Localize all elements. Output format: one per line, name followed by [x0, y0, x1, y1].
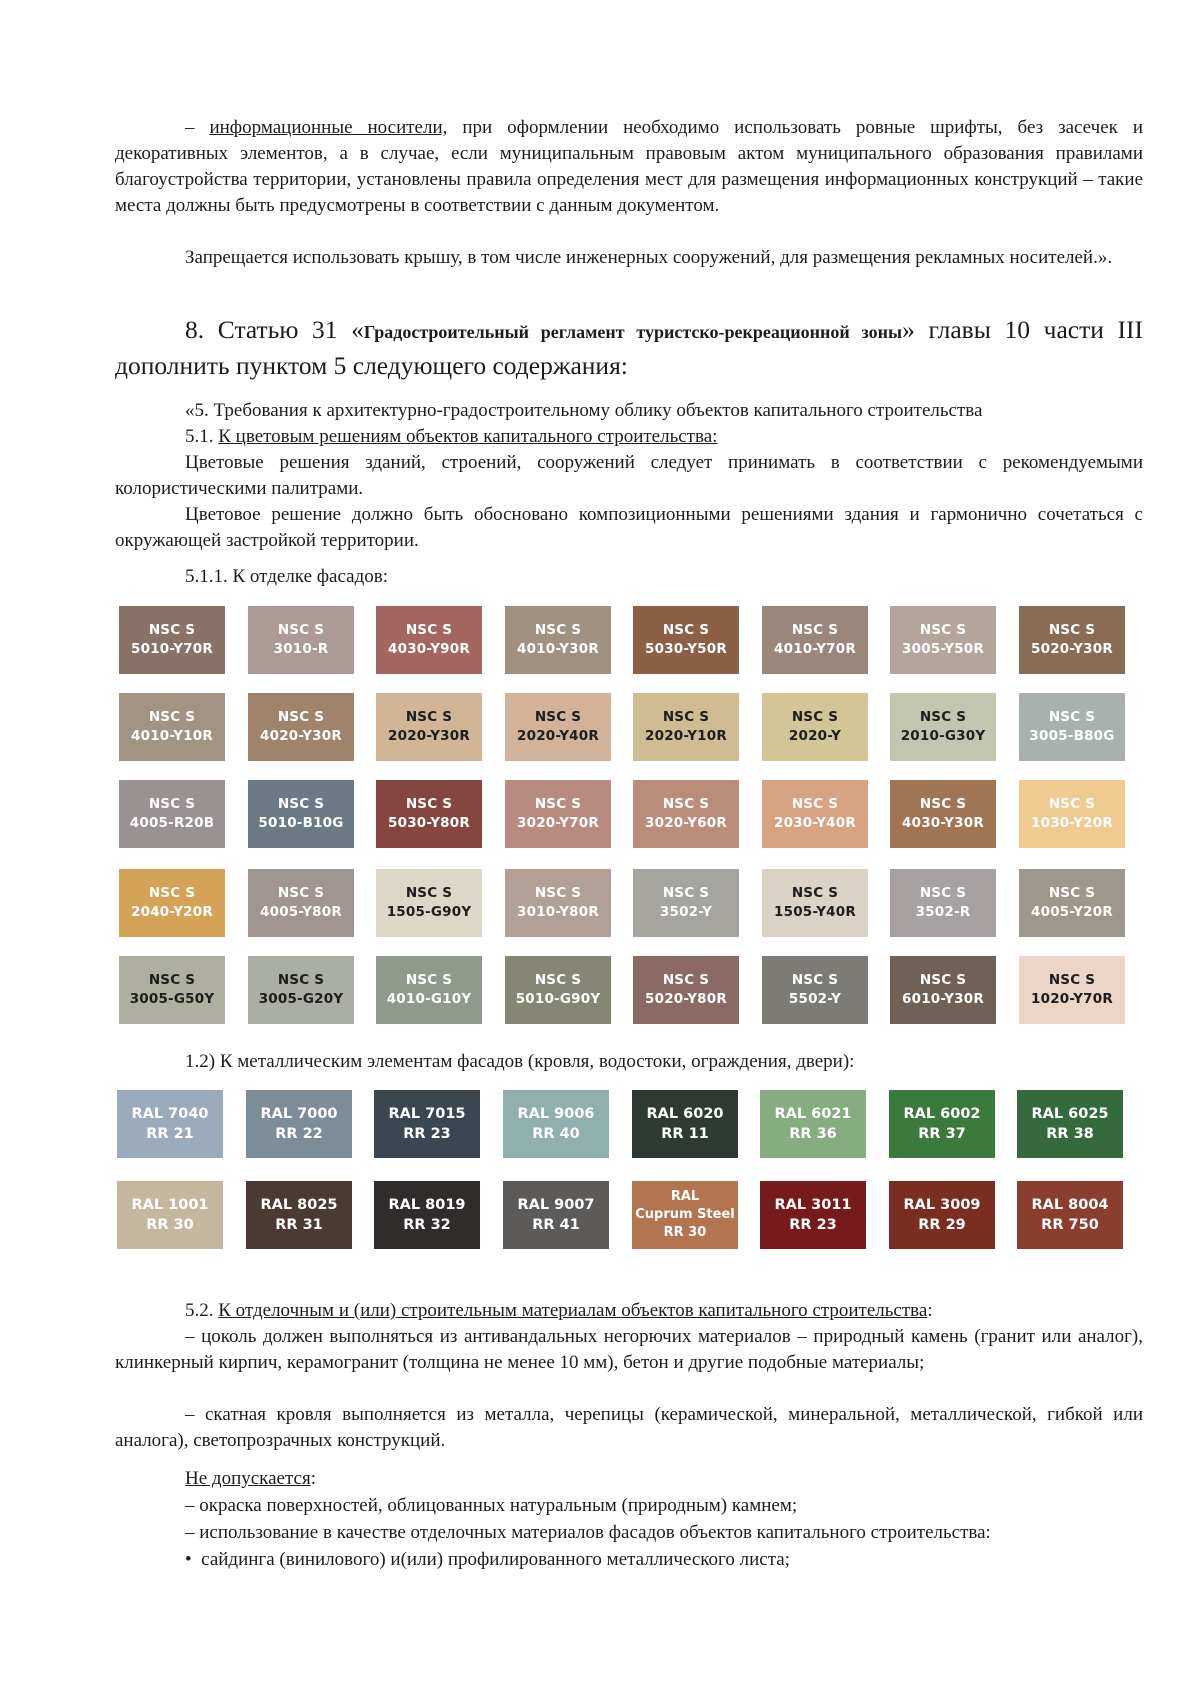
swatch-system-label: NSC S [277, 709, 325, 725]
swatch-rr-label: RR 31 [275, 1217, 323, 1233]
metal-color-swatch [632, 1181, 738, 1249]
facade-color-swatch [248, 956, 354, 1024]
swatch-rr-label: RR 21 [146, 1126, 194, 1142]
swatch-system-label: NSC S [662, 709, 710, 725]
swatch-system-label: NSC S [791, 622, 839, 638]
swatch-system-label: NSC S [662, 885, 710, 901]
metal-color-swatch [246, 1181, 352, 1249]
swatch-system-label: NSC S [1048, 972, 1096, 988]
swatch-system-label: NSC S [1048, 885, 1096, 901]
swatch-rr-label: RR 23 [789, 1217, 837, 1233]
swatch-code-label: 2030-Y40R [774, 815, 856, 831]
roof-paragraph: – скатная кровля выполняется из металла, черепицы (керамической, минеральной, металлической, гибкой или аналога), светопрозрачных конструкций. [115, 1404, 1143, 1451]
not-allowed-item-siding [185, 1547, 790, 1573]
facade-color-swatch [248, 780, 354, 848]
swatch-code-label: 3005-Y50R [902, 641, 984, 657]
swatch-system-label: NSC S [405, 796, 453, 812]
swatch-system-label: NSC S [277, 972, 325, 988]
swatch-ral-label: RAL 6025 [1031, 1106, 1109, 1122]
swatch-system-label: NSC S [405, 622, 453, 638]
facade-color-swatch [890, 606, 996, 674]
swatch-code-label: 4030-Y90R [388, 641, 470, 657]
facade-color-swatch [1019, 780, 1125, 848]
swatch-system-label: NSC S [148, 885, 196, 901]
swatch-system-label: NSC S [148, 796, 196, 812]
swatch-code-label: 4010-G10Y [386, 991, 472, 1007]
section-8-suffix: » главы 10 части III дополнить пунктом 5 следующего содержания: [115, 315, 1143, 380]
facade-color-swatch [890, 780, 996, 848]
swatch-ral-label: RAL 1001 [131, 1197, 209, 1213]
facade-color-swatch [633, 780, 739, 848]
bullet-icon: • [185, 1549, 192, 1570]
facade-color-swatch [376, 780, 482, 848]
swatch-system-label: NSC S [534, 885, 582, 901]
section-5-1-number: 5.1. [185, 426, 219, 447]
swatch-system-label: NSC S [1048, 709, 1096, 725]
swatch-code-label: 3005-G50Y [129, 991, 215, 1007]
swatch-system-label: NSC S [1048, 796, 1096, 812]
swatch-system-label: NSC S [919, 796, 967, 812]
swatch-code-label: 6010-Y30R [902, 991, 984, 1007]
facade-color-swatch [633, 956, 739, 1024]
swatch-system-label: NSC S [534, 709, 582, 725]
facade-color-swatch [505, 869, 611, 937]
swatch-code-label: 2020-Y40R [517, 728, 599, 744]
facade-color-swatch [1019, 606, 1125, 674]
swatch-code-label: 3020-Y70R [517, 815, 599, 831]
swatch-rr-label: RR 36 [789, 1126, 837, 1142]
swatch-code-label: 3502-Y [659, 904, 713, 920]
section-5-2-colon: : [927, 1300, 933, 1321]
swatch-code-label: 4010-Y10R [131, 728, 213, 744]
section-8-prefix: 8. Статью 31 « [185, 315, 364, 344]
facade-color-swatch [1019, 693, 1125, 761]
not-allowed-item-stone: – окраска поверхностей, облицованных натуральным (природным) камнем; [185, 1495, 798, 1516]
section-5-1-title: К цветовым решениям объектов капитального строительства: [218, 426, 718, 447]
facade-color-swatch [248, 606, 354, 674]
section-5-title: «5. Требования к архитектурно-градостроительному облику объектов капитального строительства [185, 400, 983, 421]
not-allowed-item-materials: – использование в качестве отделочных материалов фасадов объектов капитального строительства: [185, 1522, 991, 1543]
metal-color-swatch [503, 1181, 609, 1249]
facade-color-swatch [505, 956, 611, 1024]
section-5-2-number: 5.2. [185, 1300, 219, 1321]
swatch-rr-label: RR 32 [403, 1217, 451, 1233]
swatch-code-label: 4005-Y20R [1031, 904, 1113, 920]
swatch-ral-label: RAL 7015 [388, 1106, 466, 1122]
facade-color-swatch [119, 869, 225, 937]
swatch-system-label: NSC S [662, 972, 710, 988]
swatch-ral-label: RAL [670, 1189, 700, 1204]
facade-color-swatch [376, 693, 482, 761]
swatch-code-label: 3005-G20Y [258, 991, 344, 1007]
swatch-code-label: 2010-G30Y [900, 728, 986, 744]
facade-color-swatch [633, 606, 739, 674]
facade-color-swatch [248, 693, 354, 761]
swatch-rr-label: Cuprum Steel [635, 1207, 735, 1222]
metal-elements-heading: 1.2) К металлическим элементам фасадов (кровля, водостоки, ограждения, двери): [185, 1051, 855, 1072]
swatch-code-label: 5020-Y80R [645, 991, 727, 1007]
swatch-system-label: NSC S [277, 885, 325, 901]
swatch-code-label: 4005-Y80R [260, 904, 342, 920]
plinth-paragraph: – цоколь должен выполняться из антивандальных негорючих материалов – природный камень (гранит или аналог), клинкерный кирпич, керамогранит (толщина не менее 10 мм), бетон и другие подобные материалы; [115, 1326, 1143, 1373]
swatch-code-label: 5502-Y [788, 991, 842, 1007]
not-allowed-label: Не допускается [185, 1468, 311, 1489]
swatch-code-label: 1505-G90Y [386, 904, 472, 920]
facade-color-swatch [1019, 956, 1125, 1024]
metal-color-swatch [246, 1090, 352, 1158]
swatch-system-label: NSC S [405, 972, 453, 988]
section-5-1-1-heading: 5.1.1. К отделке фасадов: [185, 566, 389, 587]
swatch-ral-label: RAL 9006 [517, 1106, 595, 1122]
dash: – [185, 117, 210, 138]
metal-color-swatch [503, 1090, 609, 1158]
swatch-code-label: 1505-Y40R [774, 904, 856, 920]
swatch-ral-label: RAL 7040 [131, 1106, 209, 1122]
swatch-system-label: NSC S [791, 796, 839, 812]
swatch-code-label: 5010-Y70R [131, 641, 213, 657]
facade-color-swatch [633, 869, 739, 937]
swatch-code-label: 3010-R [273, 641, 329, 657]
swatch-code-label: 2020-Y10R [645, 728, 727, 744]
swatch-rr-label: RR 750 [1041, 1217, 1099, 1233]
swatch-code-label: 2020-Y30R [388, 728, 470, 744]
facade-color-swatch [119, 606, 225, 674]
swatch-system-label: NSC S [662, 796, 710, 812]
swatch-ral-label: RAL 7000 [260, 1106, 338, 1122]
swatch-system-label: NSC S [148, 622, 196, 638]
color-solutions-paragraph: Цветовые решения зданий, строений, сооружений следует принимать в соответствии с рекомендуемыми колористическими палитрами. [115, 452, 1143, 499]
section-8-regulation-title: Градостроительный регламент туристско-рекреационной зоны [363, 322, 903, 342]
facade-color-swatch [505, 606, 611, 674]
swatch-rr-label: RR 30 [663, 1225, 707, 1240]
swatch-system-label: NSC S [148, 709, 196, 725]
info-carriers-text: при оформлении необходимо использовать ровные шрифты, без засечек и декоративных элементов, а в случае, если муниципальным правовым актом муниципального образования правилами благоустройства территории, установлены правила определения мест для размещения информационных конструкций – такие места должны быть предусмотрены в соответствии с данным документом. [115, 117, 1143, 216]
swatch-system-label: NSC S [405, 709, 453, 725]
swatch-code-label: 5010-B10G [258, 815, 344, 831]
swatch-rr-label: RR 38 [1046, 1126, 1094, 1142]
facade-color-swatch [119, 693, 225, 761]
swatch-system-label: NSC S [662, 622, 710, 638]
facade-color-swatch [890, 693, 996, 761]
swatch-system-label: NSC S [534, 972, 582, 988]
metal-color-swatch [374, 1181, 480, 1249]
swatch-system-label: NSC S [919, 972, 967, 988]
swatch-ral-label: RAL 8025 [260, 1197, 338, 1213]
swatch-code-label: 4030-Y30R [902, 815, 984, 831]
siding-text: сайдинга (винилового) и(или) профилированного металлического листа; [201, 1549, 790, 1570]
info-carriers-paragraph [115, 115, 1143, 219]
swatch-system-label: NSC S [534, 796, 582, 812]
metal-color-swatch [374, 1090, 480, 1158]
swatch-rr-label: RR 11 [661, 1126, 709, 1142]
section-5-2-title: К отделочным и (или) строительным материалам объектов капитального строительства [218, 1300, 928, 1321]
swatch-system-label: NSC S [405, 885, 453, 901]
metal-color-swatch [117, 1090, 223, 1158]
swatch-rr-label: RR 37 [918, 1126, 966, 1142]
swatch-ral-label: RAL 6020 [646, 1106, 724, 1122]
facade-color-swatch [762, 780, 868, 848]
swatch-system-label: NSC S [148, 972, 196, 988]
swatch-system-label: NSC S [277, 622, 325, 638]
swatch-code-label: 3010-Y80R [517, 904, 599, 920]
info-carriers-term: информационные носители, [209, 117, 448, 138]
swatch-ral-label: RAL 8019 [388, 1197, 466, 1213]
swatch-system-label: NSC S [534, 622, 582, 638]
swatch-code-label: 5010-G90Y [515, 991, 601, 1007]
facade-color-swatch [762, 693, 868, 761]
not-allowed-heading [185, 1466, 316, 1492]
swatch-code-label: 4005-R20B [129, 815, 215, 831]
swatch-system-label: NSC S [791, 709, 839, 725]
swatch-ral-label: RAL 9007 [517, 1197, 595, 1213]
facade-color-swatch [633, 693, 739, 761]
facade-color-swatch [376, 956, 482, 1024]
swatch-rr-label: RR 29 [918, 1217, 966, 1233]
swatch-code-label: 1020-Y70R [1031, 991, 1113, 1007]
section-5-2-heading [185, 1298, 933, 1324]
swatch-code-label: 1030-Y20R [1031, 815, 1113, 831]
facade-color-swatch [890, 956, 996, 1024]
swatch-ral-label: RAL 8004 [1031, 1197, 1109, 1213]
facade-color-swatch [762, 606, 868, 674]
facade-color-swatch [505, 693, 611, 761]
swatch-code-label: 4020-Y30R [260, 728, 342, 744]
section-5-1-heading [185, 424, 717, 450]
swatch-code-label: 5030-Y80R [388, 815, 470, 831]
swatch-rr-label: RR 40 [532, 1126, 580, 1142]
swatch-ral-label: RAL 3011 [774, 1197, 852, 1213]
swatch-code-label: 3020-Y60R [645, 815, 727, 831]
swatch-ral-label: RAL 3009 [903, 1197, 981, 1213]
swatch-code-label: 2020-Y [788, 728, 842, 744]
facade-color-swatch [762, 869, 868, 937]
swatch-ral-label: RAL 6021 [774, 1106, 852, 1122]
facade-color-swatch [376, 606, 482, 674]
swatch-system-label: NSC S [791, 885, 839, 901]
swatch-rr-label: RR 41 [532, 1217, 580, 1233]
metal-color-swatch [760, 1090, 866, 1158]
facade-color-swatch [376, 869, 482, 937]
swatch-system-label: NSC S [791, 972, 839, 988]
facade-color-swatch [505, 780, 611, 848]
swatch-system-label: NSC S [919, 885, 967, 901]
swatch-code-label: 4010-Y70R [774, 641, 856, 657]
swatch-system-label: NSC S [919, 709, 967, 725]
facade-color-swatch [890, 869, 996, 937]
color-justification-paragraph: Цветовое решение должно быть обосновано композиционными решениями здания и гармонично сочетаться с окружающей застройкой территории. [115, 504, 1143, 551]
swatch-code-label: 5020-Y30R [1031, 641, 1113, 657]
metal-color-swatch [1017, 1181, 1123, 1249]
not-allowed-colon: : [310, 1468, 316, 1489]
metal-color-swatch [889, 1181, 995, 1249]
swatch-rr-label: RR 23 [403, 1126, 451, 1142]
facade-color-swatch [1019, 869, 1125, 937]
swatch-rr-label: RR 30 [146, 1217, 194, 1233]
facade-color-swatch [119, 956, 225, 1024]
swatch-code-label: 3005-B80G [1029, 728, 1115, 744]
metal-color-swatch [889, 1090, 995, 1158]
metal-color-swatch [632, 1090, 738, 1158]
facade-color-swatch [248, 869, 354, 937]
facade-color-swatch [119, 780, 225, 848]
metal-color-swatch [1017, 1090, 1123, 1158]
swatch-ral-label: RAL 6002 [903, 1106, 981, 1122]
swatch-system-label: NSC S [919, 622, 967, 638]
swatch-rr-label: RR 22 [275, 1126, 323, 1142]
swatch-system-label: NSC S [277, 796, 325, 812]
swatch-system-label: NSC S [1048, 622, 1096, 638]
swatch-code-label: 5030-Y50R [645, 641, 727, 657]
facade-color-swatch [762, 956, 868, 1024]
metal-color-swatch [760, 1181, 866, 1249]
section-8-heading [115, 313, 1143, 382]
roof-prohibition-paragraph: Запрещается использовать крышу, в том числе инженерных сооружений, для размещения рекламных носителей.». [185, 247, 1113, 268]
metal-color-swatch [117, 1181, 223, 1249]
swatch-code-label: 2040-Y20R [131, 904, 213, 920]
swatch-code-label: 4010-Y30R [517, 641, 599, 657]
swatch-code-label: 3502-R [915, 904, 971, 920]
